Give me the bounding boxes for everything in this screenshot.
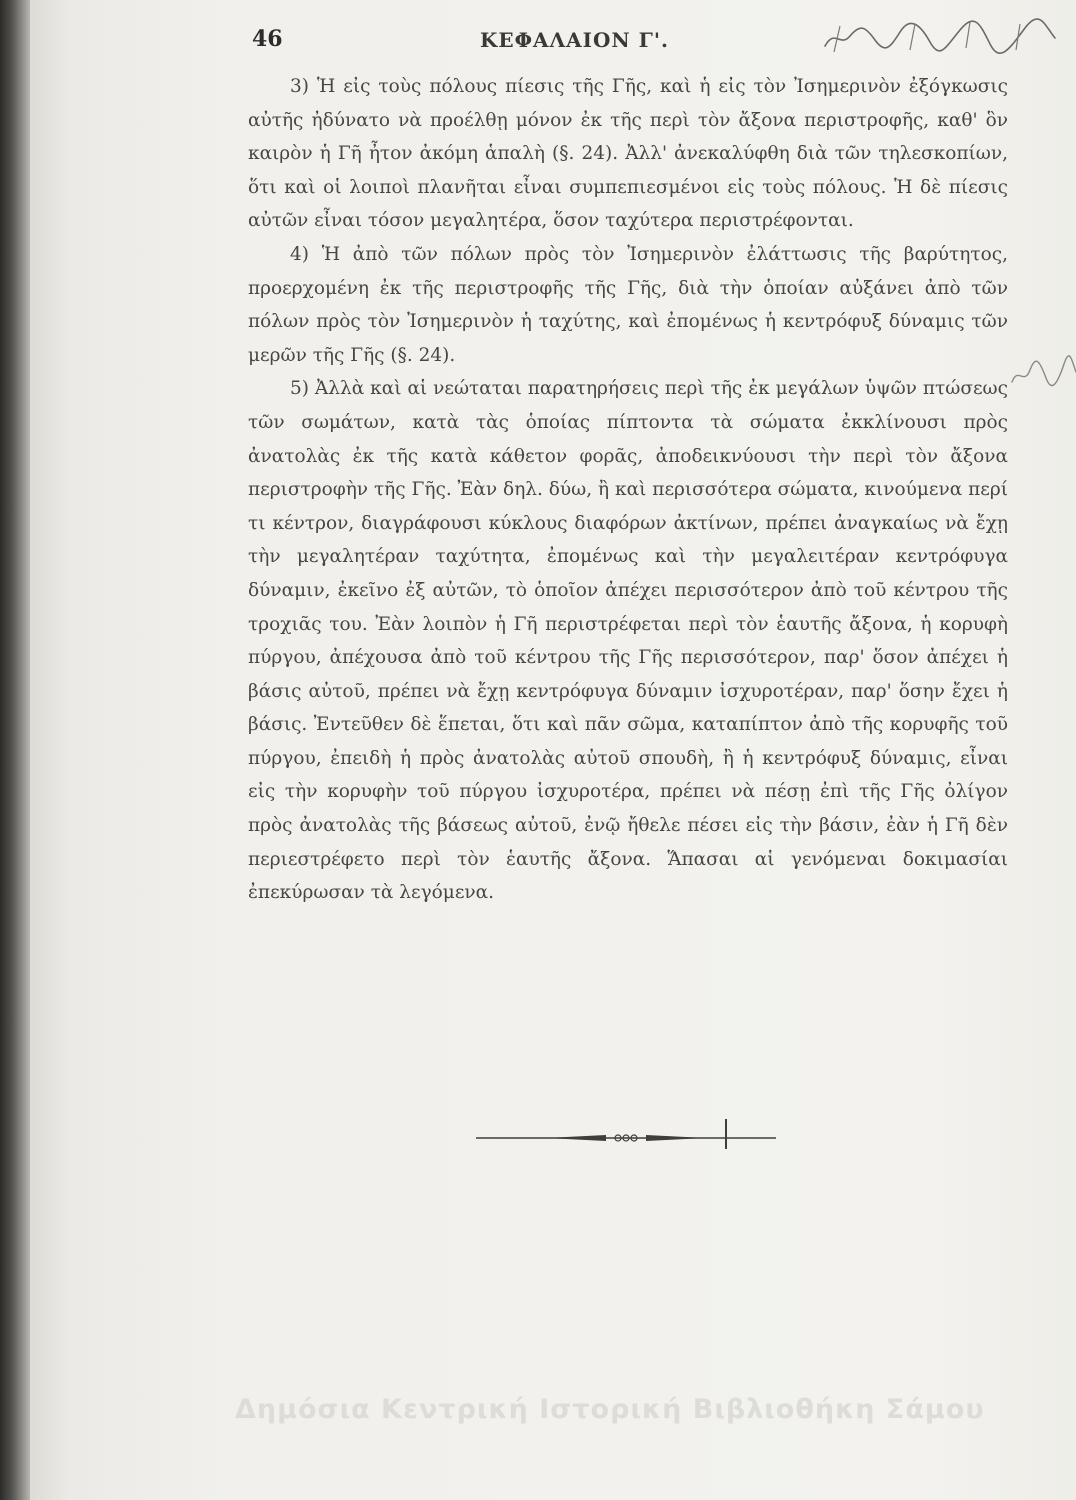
body-text bbox=[248, 70, 1008, 910]
paragraph-4: 4) Ἡ ἀπὸ τῶν πόλων πρὸς τὸν Ἰσημερινὸν ἐλάττωσις τῆς βαρύτητος, προερχομένη ἐκ τῆς περιστροφῆς τῆς Γῆς, διὰ τὴν ὁποίαν αὐξάνει ἀπὸ τῶν πόλων πρὸς τὸν Ἰσημερινὸν ἡ ταχύτης, καὶ ἐπομένως ἡ κεντρόφυξ δύναμις τῶν μερῶν τῆς Γῆς (§. 24). bbox=[248, 243, 1008, 366]
library-watermark: Δημόσια Κεντρική Ιστορική Βιβλιοθήκη Σάμου bbox=[235, 1394, 985, 1425]
chapter-heading: ΚΕΦΑΛΑΙΟΝ Γ'. bbox=[480, 28, 669, 52]
book-page bbox=[30, 0, 1076, 1500]
page-number: 46 bbox=[252, 26, 283, 52]
end-ornament-rule bbox=[476, 1117, 776, 1157]
paragraph-3: 3) Ἡ εἰς τοὺς πόλους πίεσις τῆς Γῆς, καὶ ἡ εἰς τὸν Ἰσημερινὸν ἐξόγκωσις αὐτῆς ἠδύνατο νὰ προέλθῃ μόνον ἐκ τῆς περὶ τὸν ἄξονα περιστροφῆς, καθ' ὃν καιρὸν ἡ Γῆ ἦτον ἀκόμη ἁπαλὴ (§. 24). Ἀλλ' ἀνεκαλύφθη διὰ τῶν τηλεσκοπίων, ὅτι καὶ οἱ λοιποὶ πλανῆται εἶναι συμπεπιεσμένοι εἰς τοὺς πόλους. Ἡ δὲ πίεσις αὐτῶν εἶναι τόσον μεγαλητέρα, ὅσον ταχύτερα περιστρέφονται. bbox=[248, 76, 1008, 232]
book-spine-shadow bbox=[0, 0, 30, 1500]
margin-handwriting bbox=[1008, 352, 1076, 392]
paragraph-5: 5) Ἀλλὰ καὶ αἱ νεώταται παρατηρήσεις περὶ τῆς ἐκ μεγάλων ὑψῶν πτώσεως τῶν σωμάτων, κατὰ τὰς ὁποίας πίπτοντα τὰ σώματα ἐκκλίνουσι πρὸς ἀνατολὰς ἐκ τῆς κατὰ κάθετον φορᾶς, ἀποδεικνύουσι τὴν περὶ τὸν ἄξονα περιστροφὴν τῆς Γῆς. Ἐὰν δηλ. δύω, ἢ καὶ περισσότερα σώματα, κινούμενα περί τι κέντρον, διαγράφουσι κύκλους διαφόρων ἀκτίνων, πρέπει ἀναγκαίως νὰ ἔχῃ τὴν μεγαλητέραν ταχύτητα, ἐπομένως καὶ τὴν μεγαλειτέραν κεντρόφυγα δύναμιν, ἐκεῖνο ἐξ αὐτῶν, τὸ ὁποῖον ἀπέχει περισσότερον ἀπὸ τοῦ κέντρου τῆς τροχιᾶς του. Ἐὰν λοιπὸν ἡ Γῆ περιστρέφεται περὶ τὸν ἑαυτῆς ἄξονα, ἡ κορυφὴ πύργου, ἀπέχουσα ἀπὸ τοῦ κέντρου τῆς Γῆς περισσότερον, παρ' ὅσον ἀπέχει ἡ βάσις αὐτοῦ, πρέπει νὰ ἔχῃ κεντρόφυγα δύναμιν ἰσχυροτέραν, παρ' ὅσην ἔχει ἡ βάσις. Ἐντεῦθεν δὲ ἕπεται, ὅτι καὶ πᾶν σῶμα, καταπίπτον ἀπὸ τῆς κορυφῆς τοῦ πύργου, ἐπειδὴ ἡ πρὸς ἀνατολὰς αὐτοῦ σπουδὴ, ἢ ἡ κεντρόφυξ δύναμις, εἶναι εἰς τὴν κορυφὴν τοῦ πύργου ἰσχυροτέρα, πρέπει νὰ πέσῃ ἐπὶ τῆς Γῆς ὀλίγον πρὸς ἀνατολὰς τῆς βάσεως αὐτοῦ, ἐνῷ ἤθελε πέσει εἰς τὴν βάσιν, ἐὰν ἡ Γῆ δὲν περιεστρέφετο περὶ τὸν ἑαυτῆς ἄξονα. Ἅπασαι αἱ γενόμεναι δοκιμασίαι ἐπεκύρωσαν τὰ λεγόμενα. bbox=[248, 378, 1008, 904]
handwritten-annotation bbox=[820, 18, 1060, 58]
